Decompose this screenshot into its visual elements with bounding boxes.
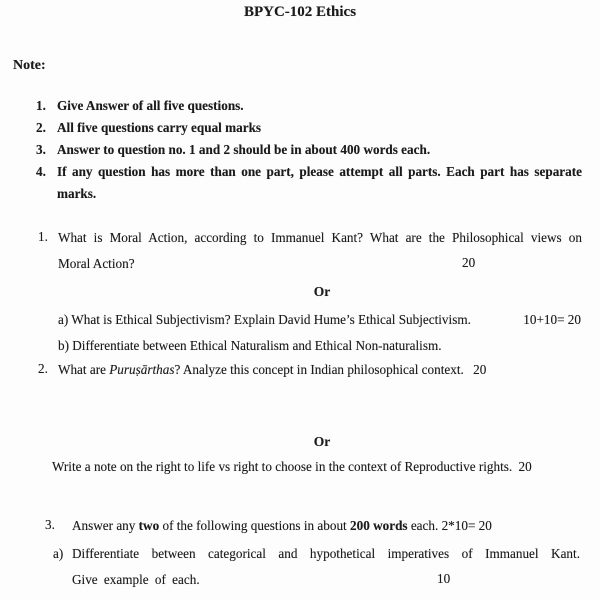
question-3a-line2: Give example of each. <box>72 572 200 587</box>
instructions-list <box>36 95 582 205</box>
instruction-text: Answer to question no. 1 and 2 should be in about 400 words each. <box>57 142 431 157</box>
instruction-text: All five questions carry equal marks <box>57 120 262 135</box>
question-2-alt-text: Write a note on the right to life vs right to choose in the context of Reproductive rights. <box>52 459 513 474</box>
instruction-number: 2. <box>36 120 46 135</box>
question-2-text <box>58 361 486 378</box>
question-3a-label: a) <box>53 546 64 561</box>
note-label: Note: <box>13 58 46 73</box>
question-1-alt-a-marks: 10+10= 20 <box>523 312 581 327</box>
question-3-text <box>72 517 492 534</box>
question-1-alt-a-text: a) What is Ethical Subjectivism? Explain David Hume’s Ethical Subjectivism. <box>58 312 471 327</box>
instruction-number: 1. <box>36 98 46 113</box>
question-3-pre: Answer any <box>72 518 139 533</box>
question-3-bold-words: 200 words <box>350 518 408 533</box>
question-2-marks: 20 <box>473 362 487 377</box>
question-1-line1: What is Moral Action, according to Immanuel Kant? What are the Philosophical views on <box>58 230 582 245</box>
question-2-number: 2. <box>38 361 48 376</box>
question-2-pre: What are <box>58 362 110 377</box>
instruction-item <box>36 161 582 205</box>
page-title: BPYC-102 Ethics <box>243 4 357 20</box>
question-1-alt-b: b) Differentiate between Ethical Naturalism and Ethical Non-naturalism. <box>58 338 442 353</box>
question-3-mid: of the following questions in about <box>159 518 351 533</box>
instruction-text: If any question has more than one part, please attempt all parts. Each part has separate marks. <box>57 164 582 201</box>
question-2-term-italic: Puruṣārthas <box>109 362 175 377</box>
question-2-alt-marks: 20 <box>518 459 532 474</box>
question-2-post: ? Analyze this concept in Indian philosophical context. <box>174 362 464 377</box>
instruction-item <box>36 117 582 139</box>
question-2-alt <box>52 458 532 475</box>
instruction-number: 4. <box>36 164 46 179</box>
question-3-post: each. 2*10= 20 <box>407 518 492 533</box>
question-1-marks: 20 <box>462 255 476 270</box>
question-3a-marks: 10 <box>437 571 451 586</box>
or-divider-1: Or <box>313 284 331 299</box>
instruction-number: 3. <box>36 142 46 157</box>
instruction-item <box>36 139 582 161</box>
question-3-bold-two: two <box>138 518 160 533</box>
question-1-line2: Moral Action? <box>58 256 135 271</box>
question-1-number: 1. <box>38 229 48 244</box>
question-1-alt-a <box>58 311 581 328</box>
question-3-number: 3. <box>45 517 55 532</box>
or-divider-2: Or <box>313 434 331 449</box>
question-3a-line1: Differentiate between categorical and hypothetical imperatives of Immanuel Kant. <box>72 546 580 561</box>
instruction-item <box>36 95 582 117</box>
instruction-text: Give Answer of all five questions. <box>57 98 244 113</box>
